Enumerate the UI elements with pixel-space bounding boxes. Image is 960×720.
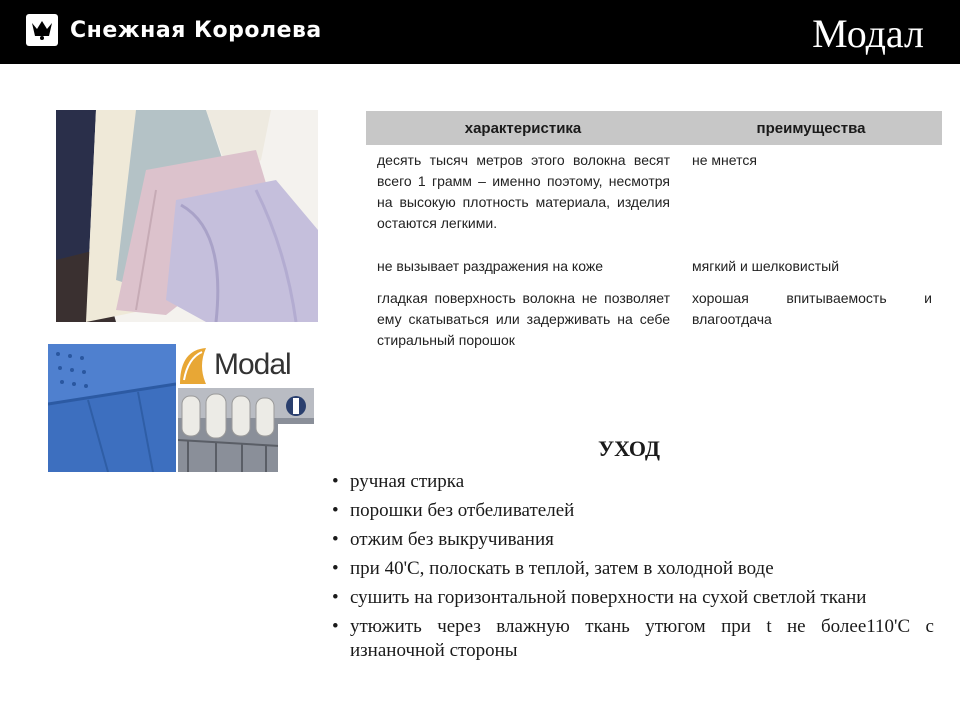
care-title: УХОД <box>598 436 661 461</box>
care-list <box>328 470 934 668</box>
brand-name: Снежная Королева <box>70 17 322 43</box>
care-item-text: порошки без отбеливателей <box>350 500 575 521</box>
cell-characteristic: гладкая поверхность волокна не позволяет ему скатываться или задерживать на себе стиральный порошок <box>377 290 670 348</box>
table-row <box>366 288 942 378</box>
bullet-icon: • <box>332 558 339 579</box>
care-item-text: отжим без выкручивания <box>350 529 554 550</box>
folded-fabric-image <box>56 110 318 322</box>
modal-logo-text: Modal <box>214 348 291 381</box>
bullet-icon: • <box>332 587 339 608</box>
crown-icon <box>26 14 58 46</box>
list-item <box>328 470 934 494</box>
cell-characteristic: десять тысяч метров этого волокна весят всего 1 грамм – именно поэтому, несмотря на высокую плотность материала, изделия остаются легкими. <box>377 152 670 231</box>
care-item-text: ручная стирка <box>350 471 465 492</box>
table-row <box>366 150 942 256</box>
header-characteristic: характеристика <box>464 119 582 137</box>
bullet-icon: • <box>332 471 339 492</box>
header-bar <box>0 0 960 64</box>
knit-texture-image <box>48 344 176 472</box>
cell-advantage: мягкий и шелковистый <box>692 258 840 274</box>
list-item <box>328 557 934 581</box>
brand-logo <box>26 14 322 46</box>
list-item <box>328 615 934 663</box>
page-title: Модал <box>812 11 924 56</box>
list-item <box>328 528 934 552</box>
list-item <box>328 586 934 610</box>
properties-table <box>366 111 942 378</box>
header-advantages: преимущества <box>756 119 866 137</box>
spinning-machine-image <box>178 388 314 472</box>
modal-logo <box>178 344 314 386</box>
table-header <box>366 111 942 145</box>
bullet-icon: • <box>332 529 339 550</box>
cell-advantage: не мнется <box>692 152 757 168</box>
list-item <box>328 499 934 523</box>
bullet-icon: • <box>332 616 339 637</box>
care-item-text: утюжить через влажную ткань утюгом при t не более110'С с изнаночной стороны <box>350 616 934 661</box>
cell-advantage: хорошая впитываемость и влагоотдача <box>692 290 932 327</box>
table-row <box>366 256 942 288</box>
care-item-text: сушить на горизонтальной поверхности на сухой светлой ткани <box>350 587 867 608</box>
bullet-icon: • <box>332 500 339 521</box>
care-item-text: при 40'С, полоскать в теплой, затем в холодной воде <box>350 558 774 579</box>
cell-characteristic: не вызывает раздражения на коже <box>377 258 603 274</box>
